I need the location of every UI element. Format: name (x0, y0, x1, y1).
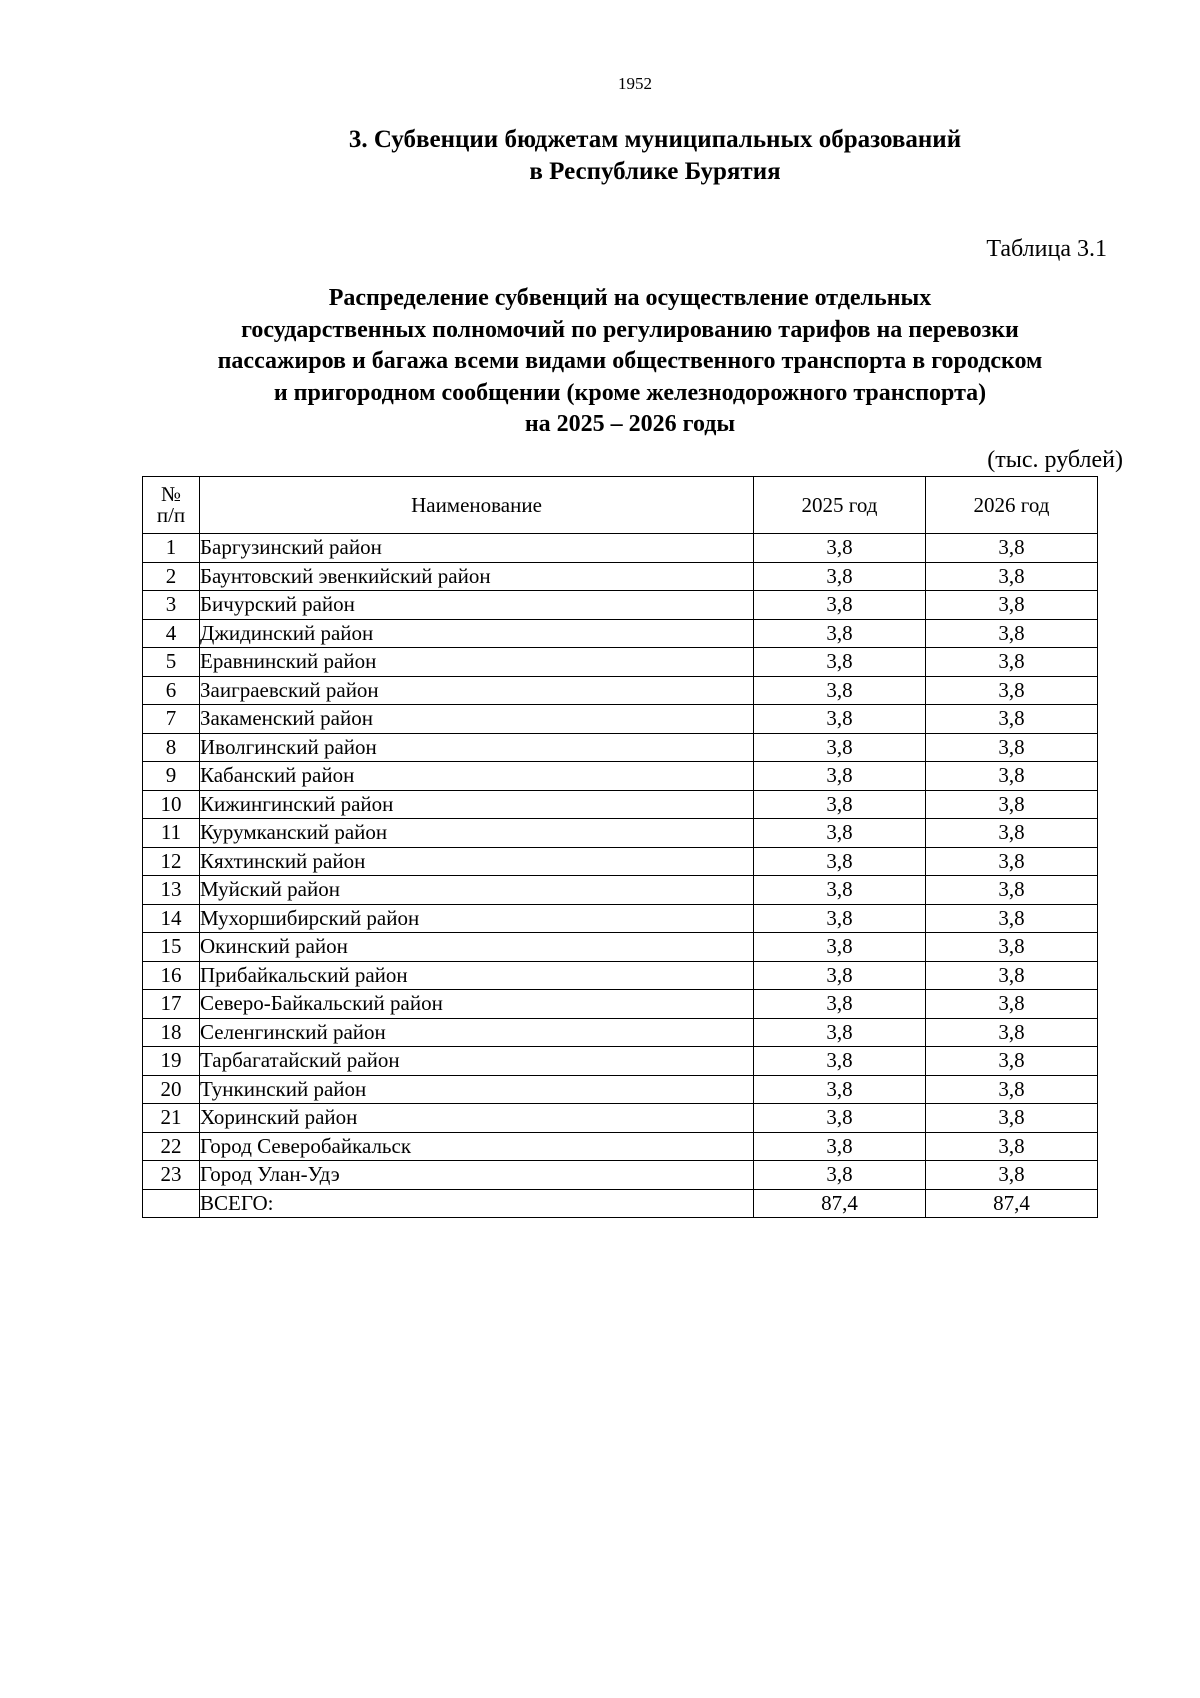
row-value-2025: 3,8 (754, 562, 926, 591)
row-value-2025: 3,8 (754, 762, 926, 791)
row-number (143, 1189, 200, 1218)
row-name: Хоринский район (200, 1104, 754, 1133)
table-row (143, 1047, 1098, 1076)
row-value-2025: 3,8 (754, 676, 926, 705)
table-row (143, 1161, 1098, 1190)
row-number: 15 (143, 933, 200, 962)
row-name: Мухоршибирский район (200, 904, 754, 933)
row-value-2026: 3,8 (926, 790, 1098, 819)
row-number: 19 (143, 1047, 200, 1076)
header-year-2025: 2025 год (754, 477, 926, 534)
table-row (143, 904, 1098, 933)
row-value-2026: 3,8 (926, 819, 1098, 848)
row-name: Иволгинский район (200, 733, 754, 762)
row-value-2026: 3,8 (926, 961, 1098, 990)
row-number: 2 (143, 562, 200, 591)
row-value-2025: 3,8 (754, 904, 926, 933)
row-number: 16 (143, 961, 200, 990)
row-number: 13 (143, 876, 200, 905)
row-value-2025: 3,8 (754, 933, 926, 962)
row-value-2026: 3,8 (926, 562, 1098, 591)
table-row (143, 1132, 1098, 1161)
row-value-2026: 3,8 (926, 648, 1098, 677)
row-value-2025: 3,8 (754, 591, 926, 620)
row-name: Бичурский район (200, 591, 754, 620)
row-number: 18 (143, 1018, 200, 1047)
section-title-line-2: в Республике Бурятия (529, 158, 781, 185)
row-number: 9 (143, 762, 200, 791)
total-row (143, 1189, 1098, 1218)
table-row (143, 933, 1098, 962)
row-number: 7 (143, 705, 200, 734)
row-value-2026: 3,8 (926, 591, 1098, 620)
row-value-2025: 3,8 (754, 648, 926, 677)
row-value-2026: 3,8 (926, 1047, 1098, 1076)
row-name: Баунтовский эвенкийский район (200, 562, 754, 591)
table-row (143, 733, 1098, 762)
table-body (143, 534, 1098, 1218)
row-number: 4 (143, 619, 200, 648)
row-value-2025: 3,8 (754, 1161, 926, 1190)
table-title-line-5: на 2025 – 2026 годы (524, 411, 736, 437)
page-number: 1952 (618, 74, 652, 93)
section-title-line-1: 3. Субвенции бюджетам муниципальных образований (348, 126, 962, 153)
header-name: Наименование (200, 477, 754, 534)
row-name: Тарбагатайский район (200, 1047, 754, 1076)
table-row (143, 876, 1098, 905)
row-value-2026: 3,8 (926, 1132, 1098, 1161)
row-value-2026: 3,8 (926, 990, 1098, 1019)
distribution-table (142, 476, 1098, 1218)
row-value-2025: 3,8 (754, 961, 926, 990)
row-value-2025: 3,8 (754, 847, 926, 876)
row-value-2026: 3,8 (926, 847, 1098, 876)
row-name: ВСЕГО: (200, 1189, 754, 1218)
row-name: Селенгинский район (200, 1018, 754, 1047)
row-number: 21 (143, 1104, 200, 1133)
row-number: 22 (143, 1132, 200, 1161)
row-name: Прибайкальский район (200, 961, 754, 990)
row-name: Кижингинский район (200, 790, 754, 819)
header-year-2026: 2026 год (926, 477, 1098, 534)
row-name: Еравнинский район (200, 648, 754, 677)
row-value-2025: 3,8 (754, 1075, 926, 1104)
row-name: Джидинский район (200, 619, 754, 648)
row-number: 8 (143, 733, 200, 762)
row-value-2025: 3,8 (754, 1132, 926, 1161)
row-value-2026: 3,8 (926, 876, 1098, 905)
row-number: 23 (143, 1161, 200, 1190)
row-name: Кяхтинский район (200, 847, 754, 876)
row-value-2025: 87,4 (754, 1189, 926, 1218)
row-value-2025: 3,8 (754, 819, 926, 848)
row-value-2026: 3,8 (926, 733, 1098, 762)
row-number: 5 (143, 648, 200, 677)
row-value-2025: 3,8 (754, 1104, 926, 1133)
table-title-line-2: государственных полномочий по регулированию тарифов на перевозки (241, 316, 1019, 343)
row-number: 11 (143, 819, 200, 848)
table-row (143, 990, 1098, 1019)
row-value-2025: 3,8 (754, 619, 926, 648)
table-row (143, 591, 1098, 620)
table-row (143, 819, 1098, 848)
row-value-2026: 3,8 (926, 1075, 1098, 1104)
row-value-2025: 3,8 (754, 1047, 926, 1076)
table-title-line-4: и пригородном сообщении (кроме железнодорожного транспорта) (273, 379, 987, 406)
row-value-2025: 3,8 (754, 705, 926, 734)
row-value-2026: 3,8 (926, 619, 1098, 648)
row-number: 1 (143, 534, 200, 563)
header-num (143, 477, 200, 534)
table-row (143, 1075, 1098, 1104)
row-value-2026: 3,8 (926, 1161, 1098, 1190)
row-value-2026: 3,8 (926, 762, 1098, 791)
row-name: Кабанский район (200, 762, 754, 791)
row-number: 20 (143, 1075, 200, 1104)
header-num-abbr: п/п (156, 503, 186, 527)
row-name: Город Северобайкальск (200, 1132, 754, 1161)
table-row (143, 562, 1098, 591)
table-title (140, 283, 1120, 441)
table-row (143, 648, 1098, 677)
table-row (143, 1104, 1098, 1133)
row-name: Тункинский район (200, 1075, 754, 1104)
header-num-symbol: № (160, 482, 182, 506)
table-row (143, 790, 1098, 819)
row-name: Северо-Байкальский район (200, 990, 754, 1019)
table-header-row (143, 477, 1098, 534)
table-row (143, 961, 1098, 990)
row-name: Курумканский район (200, 819, 754, 848)
table-row (143, 676, 1098, 705)
row-value-2025: 3,8 (754, 990, 926, 1019)
row-name: Заиграевский район (200, 676, 754, 705)
row-value-2026: 3,8 (926, 676, 1098, 705)
table-row (143, 619, 1098, 648)
table-title-line-1: Распределение субвенций на осуществление отдельных (328, 285, 932, 311)
row-number: 17 (143, 990, 200, 1019)
row-value-2026: 87,4 (926, 1189, 1098, 1218)
row-number: 3 (143, 591, 200, 620)
row-value-2026: 3,8 (926, 1104, 1098, 1133)
row-value-2025: 3,8 (754, 733, 926, 762)
row-name: Город Улан-Удэ (200, 1161, 754, 1190)
row-number: 6 (143, 676, 200, 705)
table-title-line-3: пассажиров и багажа всеми видами общественного транспорта в городском (217, 348, 1043, 374)
row-number: 14 (143, 904, 200, 933)
row-value-2025: 3,8 (754, 790, 926, 819)
table-row (143, 534, 1098, 563)
row-value-2026: 3,8 (926, 933, 1098, 962)
table-label: Таблица 3.1 (986, 236, 1107, 262)
row-value-2026: 3,8 (926, 1018, 1098, 1047)
row-number: 12 (143, 847, 200, 876)
row-number: 10 (143, 790, 200, 819)
row-name: Муйский район (200, 876, 754, 905)
row-value-2025: 3,8 (754, 534, 926, 563)
units-label: (тыс. рублей) (987, 447, 1123, 473)
row-value-2026: 3,8 (926, 705, 1098, 734)
row-value-2025: 3,8 (754, 1018, 926, 1047)
table-row (143, 705, 1098, 734)
table-row (143, 762, 1098, 791)
row-name: Баргузинский район (200, 534, 754, 563)
table-row (143, 847, 1098, 876)
table-row (143, 1018, 1098, 1047)
row-value-2025: 3,8 (754, 876, 926, 905)
row-value-2026: 3,8 (926, 904, 1098, 933)
row-name: Закаменский район (200, 705, 754, 734)
row-name: Окинский район (200, 933, 754, 962)
section-title (290, 124, 1020, 188)
row-value-2026: 3,8 (926, 534, 1098, 563)
